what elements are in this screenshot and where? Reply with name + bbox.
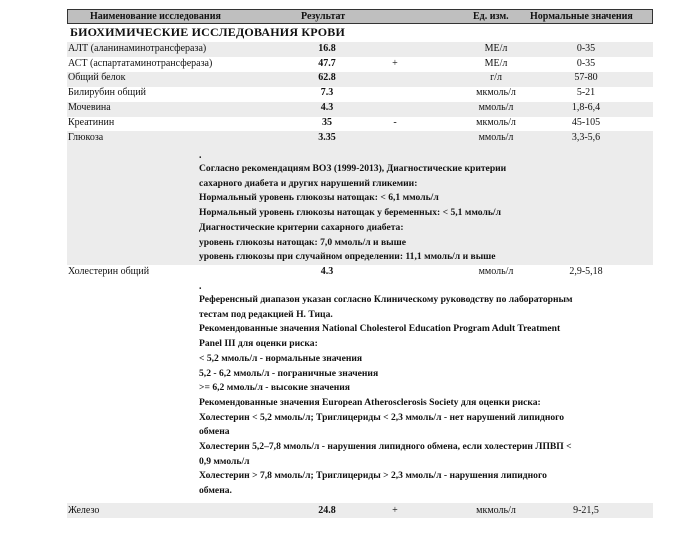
cholesterol-note	[199, 293, 649, 499]
result-norm: 1,8-6,4	[571, 102, 601, 113]
result-name: Билирубин общий	[68, 87, 146, 98]
result-name: АЛТ (аланинаминотрансфераза)	[68, 43, 207, 54]
iron-norm: 9-21,5	[573, 505, 599, 516]
cholesterol-note-line: обмена	[199, 426, 230, 438]
header-norm: Нормальные значения	[530, 11, 633, 22]
iron-unit: мкмоль/л	[476, 505, 516, 516]
result-norm: 57-80	[574, 72, 598, 83]
result-unit: мкмоль/л	[476, 87, 516, 98]
result-value: 35	[322, 117, 332, 128]
result-norm: 45-105	[571, 117, 601, 128]
iron-flag: +	[392, 505, 398, 516]
glucose-note-dot: .	[199, 150, 202, 161]
glucose-note-line: Диагностические критерии сахарного диабета:	[199, 221, 404, 233]
header-name: Наименование исследования	[90, 11, 221, 22]
result-flag: +	[392, 58, 398, 69]
result-unit: МЕ/л	[484, 43, 508, 54]
glucose-note	[199, 162, 649, 265]
cholesterol-unit: ммоль/л	[478, 266, 514, 277]
glucose-note-line: Нормальный уровень глюкозы натощак: < 6,1 ммоль/л	[199, 192, 439, 204]
cholesterol-note-line: 5,2 - 6,2 ммоль/л - пограничные значения	[199, 367, 379, 379]
cholesterol-note-line: Холестерин < 5,2 ммоль/л; Триглицериды < 2,3 ммоль/л - нет нарушений липидного	[199, 411, 565, 423]
result-value: 62.8	[318, 72, 336, 83]
cholesterol-note-line: Рекомендованные значения National Cholesterol Education Program Adult Treatment	[199, 323, 561, 335]
cholesterol-note-line: Холестерин 5,2–7,8 ммоль/л - нарушения липидного обмена, если холестерин ЛПВП <	[199, 441, 572, 453]
cholesterol-note-line: >= 6,2 ммоль/л - высокие значения	[199, 382, 350, 394]
cholesterol-note-line: обмена.	[199, 485, 232, 497]
result-norm: 3,3-5,6	[571, 132, 601, 143]
glucose-note-line: Нормальный уровень глюкозы натощак у беременных: < 5,1 ммоль/л	[199, 207, 501, 219]
cholesterol-note-line: 0,9 ммоль/л	[199, 455, 250, 467]
glucose-note-line: уровень глюкозы при случайном определении: 11,1 ммоль/л и выше	[199, 251, 496, 263]
iron-name: Железо	[68, 505, 100, 516]
iron-value: 24.8	[318, 505, 336, 516]
section-title: БИОХИМИЧЕСКИЕ ИССЛЕДОВАНИЯ КРОВИ	[70, 25, 346, 39]
result-value: 4.3	[320, 102, 334, 113]
result-name: Общий белок	[68, 72, 126, 83]
result-norm: 0-35	[576, 58, 596, 69]
glucose-note-line: сахарного диабета и других нарушений гликемии:	[199, 177, 418, 189]
header-result: Результат	[301, 11, 346, 22]
result-unit: ммоль/л	[478, 132, 514, 143]
result-unit: г/л	[490, 72, 502, 83]
cholesterol-note-line: Panel III для оценки риска:	[199, 338, 318, 350]
result-norm: 0-35	[576, 43, 596, 54]
result-name: Креатинин	[68, 117, 115, 128]
result-value: 3.35	[318, 132, 336, 143]
result-value: 16.8	[318, 43, 336, 54]
result-norm: 5-21	[576, 87, 596, 98]
result-unit: мкмоль/л	[476, 117, 516, 128]
cholesterol-name: Холестерин общий	[68, 266, 150, 277]
result-name: Глюкоза	[68, 132, 104, 143]
cholesterol-note-line: Референсный диапазон указан согласно Клиническому руководству по лабораторным	[199, 294, 573, 305]
result-flag: -	[393, 117, 397, 128]
cholesterol-note-line: тестам под редакцией Н. Тица.	[199, 308, 333, 320]
cholesterol-note-line: < 5,2 ммоль/л - нормальные значения	[199, 352, 363, 364]
cholesterol-value: 4.3	[320, 266, 334, 277]
glucose-note-line: Согласно рекомендациям ВОЗ (1999-2013), Диагностические критерии	[199, 163, 507, 174]
cholesterol-note-line: Рекомендованные значения European Atherosclerosis Society для оценки риска:	[199, 396, 541, 408]
cholesterol-norm: 2,9-5,18	[569, 266, 603, 277]
header-unit: Ед. изм.	[473, 11, 509, 22]
result-unit: ммоль/л	[478, 102, 514, 113]
result-name: Мочевина	[68, 102, 111, 113]
result-unit: МЕ/л	[484, 58, 508, 69]
result-value: 7.3	[320, 87, 334, 98]
glucose-note-line: уровень глюкозы натощак: 7,0 ммоль/л и выше	[199, 236, 406, 248]
cholesterol-note-dot: .	[199, 281, 202, 292]
result-name: АСТ (аспартатаминотрансфераза)	[68, 58, 213, 69]
table-header	[67, 9, 653, 24]
result-value: 47.7	[318, 58, 336, 69]
cholesterol-note-line: Холестерин > 7,8 ммоль/л; Триглицериды > 2,3 ммоль/л - нарушения липидного	[199, 470, 547, 482]
